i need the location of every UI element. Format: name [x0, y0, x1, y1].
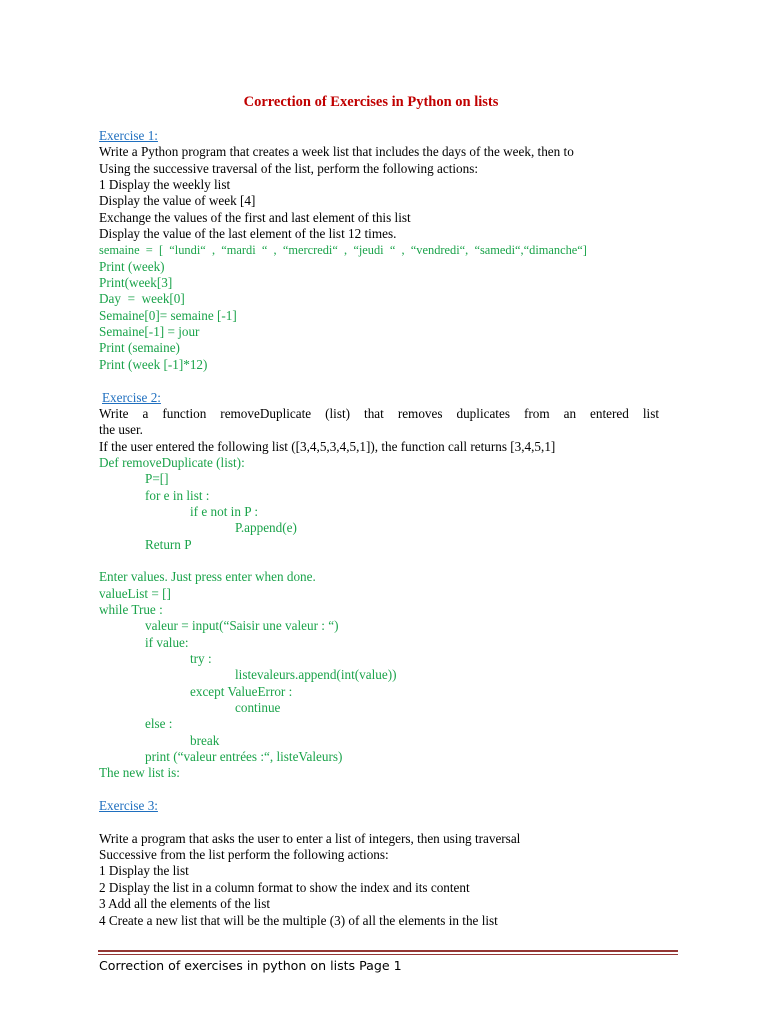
exercise-2-code-line: Return P	[145, 536, 192, 552]
exercise-2-code-line: print (“valeur entrées :“, listeValeurs)	[145, 749, 343, 765]
exercise-1-code-line: Semaine[0]= semaine [-1]	[99, 307, 237, 323]
exercise-3-text: 3 Add all the elements of the list	[99, 896, 271, 912]
exercise-1-code-line: Semaine[-1] = jour	[99, 324, 200, 340]
document-body	[99, 128, 659, 929]
exercise-3-text: 1 Display the list	[99, 863, 189, 879]
document-title: Correction of Exercises in Python on lists	[243, 94, 499, 110]
exercise-2-heading: Exercise 2:	[102, 389, 161, 405]
exercise-2-code-line: The new list is:	[99, 765, 180, 781]
exercise-2-code-line: Def removeDuplicate (list):	[99, 454, 245, 470]
exercise-2-code-line: for e in list :	[145, 487, 210, 503]
exercise-2-code-line: while True :	[99, 601, 163, 617]
exercise-1-code-line: Print (week)	[99, 258, 165, 274]
exercise-1-text: 1 Display the weekly list	[99, 177, 231, 193]
exercise-2-code-line: valueList = []	[99, 585, 171, 601]
exercise-3-heading: Exercise 3:	[99, 798, 158, 814]
exercise-2-code-line: P.append(e)	[235, 520, 297, 536]
exercise-2-code-line: listevaleurs.append(int(value))	[235, 667, 397, 683]
exercise-1-code-line: Print (semaine)	[99, 340, 180, 356]
exercise-2-code-line: valeur = input(“Saisir une valeur : “)	[145, 618, 339, 634]
exercise-1-code-line: semaine = [ “lundi“ , “mardi “ , “mercredi“ , “jeudi “ , “vendredi“, “samedi“,“dimanche“]	[99, 243, 587, 258]
exercise-2-code-line: continue	[235, 700, 281, 716]
exercise-2-code-line: P=[]	[145, 471, 169, 487]
exercise-1-code-line: Print (week [-1]*12)	[99, 356, 208, 372]
exercise-2-code-line: break	[190, 732, 220, 748]
exercise-1-code-line: Print(week[3]	[99, 275, 173, 291]
exercise-2-code-line: else :	[145, 716, 173, 732]
exercise-2-text: the user.	[99, 422, 143, 438]
exercise-2-code-line: if e not in P :	[190, 503, 259, 519]
exercise-1-text: Display the value of week [4]	[99, 193, 256, 209]
exercise-3-text: Write a program that asks the user to enter a list of integers, then using traversal	[99, 830, 521, 846]
footer-divider-thin	[98, 954, 678, 955]
exercise-3-text: 2 Display the list in a column format to show the index and its content	[99, 879, 470, 895]
exercise-2-code-line: try :	[190, 651, 212, 666]
page-footer: Correction of exercises in python on lists Page 1	[99, 958, 402, 973]
exercise-1-code-line: Day = week[0]	[99, 291, 185, 307]
exercise-1-text: Write a Python program that creates a week list that includes the days of the week, then to	[99, 144, 574, 160]
exercise-2-code-line: except ValueError :	[190, 683, 293, 699]
exercise-2-text: If the user entered the following list ([3,4,5,3,4,5,1]), the function call returns [3,4,5,1]	[99, 438, 556, 454]
footer-divider	[98, 950, 678, 952]
exercise-1-text: Display the value of the last element of the list 12 times.	[99, 226, 397, 242]
exercise-2-code-line: Enter values. Just press enter when done.	[99, 569, 316, 585]
exercise-1-text: Using the successive traversal of the list, perform the following actions:	[99, 160, 479, 176]
exercise-2-code-line: if value:	[145, 634, 189, 650]
exercise-1-heading: Exercise 1:	[99, 128, 158, 143]
exercise-3-text: 4 Create a new list that will be the multiple (3) of all the elements in the list	[99, 912, 498, 928]
exercise-2-text: Write a function removeDuplicate (list) that removes duplicates from an entered list	[99, 405, 659, 421]
exercise-1-text: Exchange the values of the first and last element of this list	[99, 209, 411, 225]
exercise-3-text: Successive from the list perform the following actions:	[99, 847, 389, 863]
